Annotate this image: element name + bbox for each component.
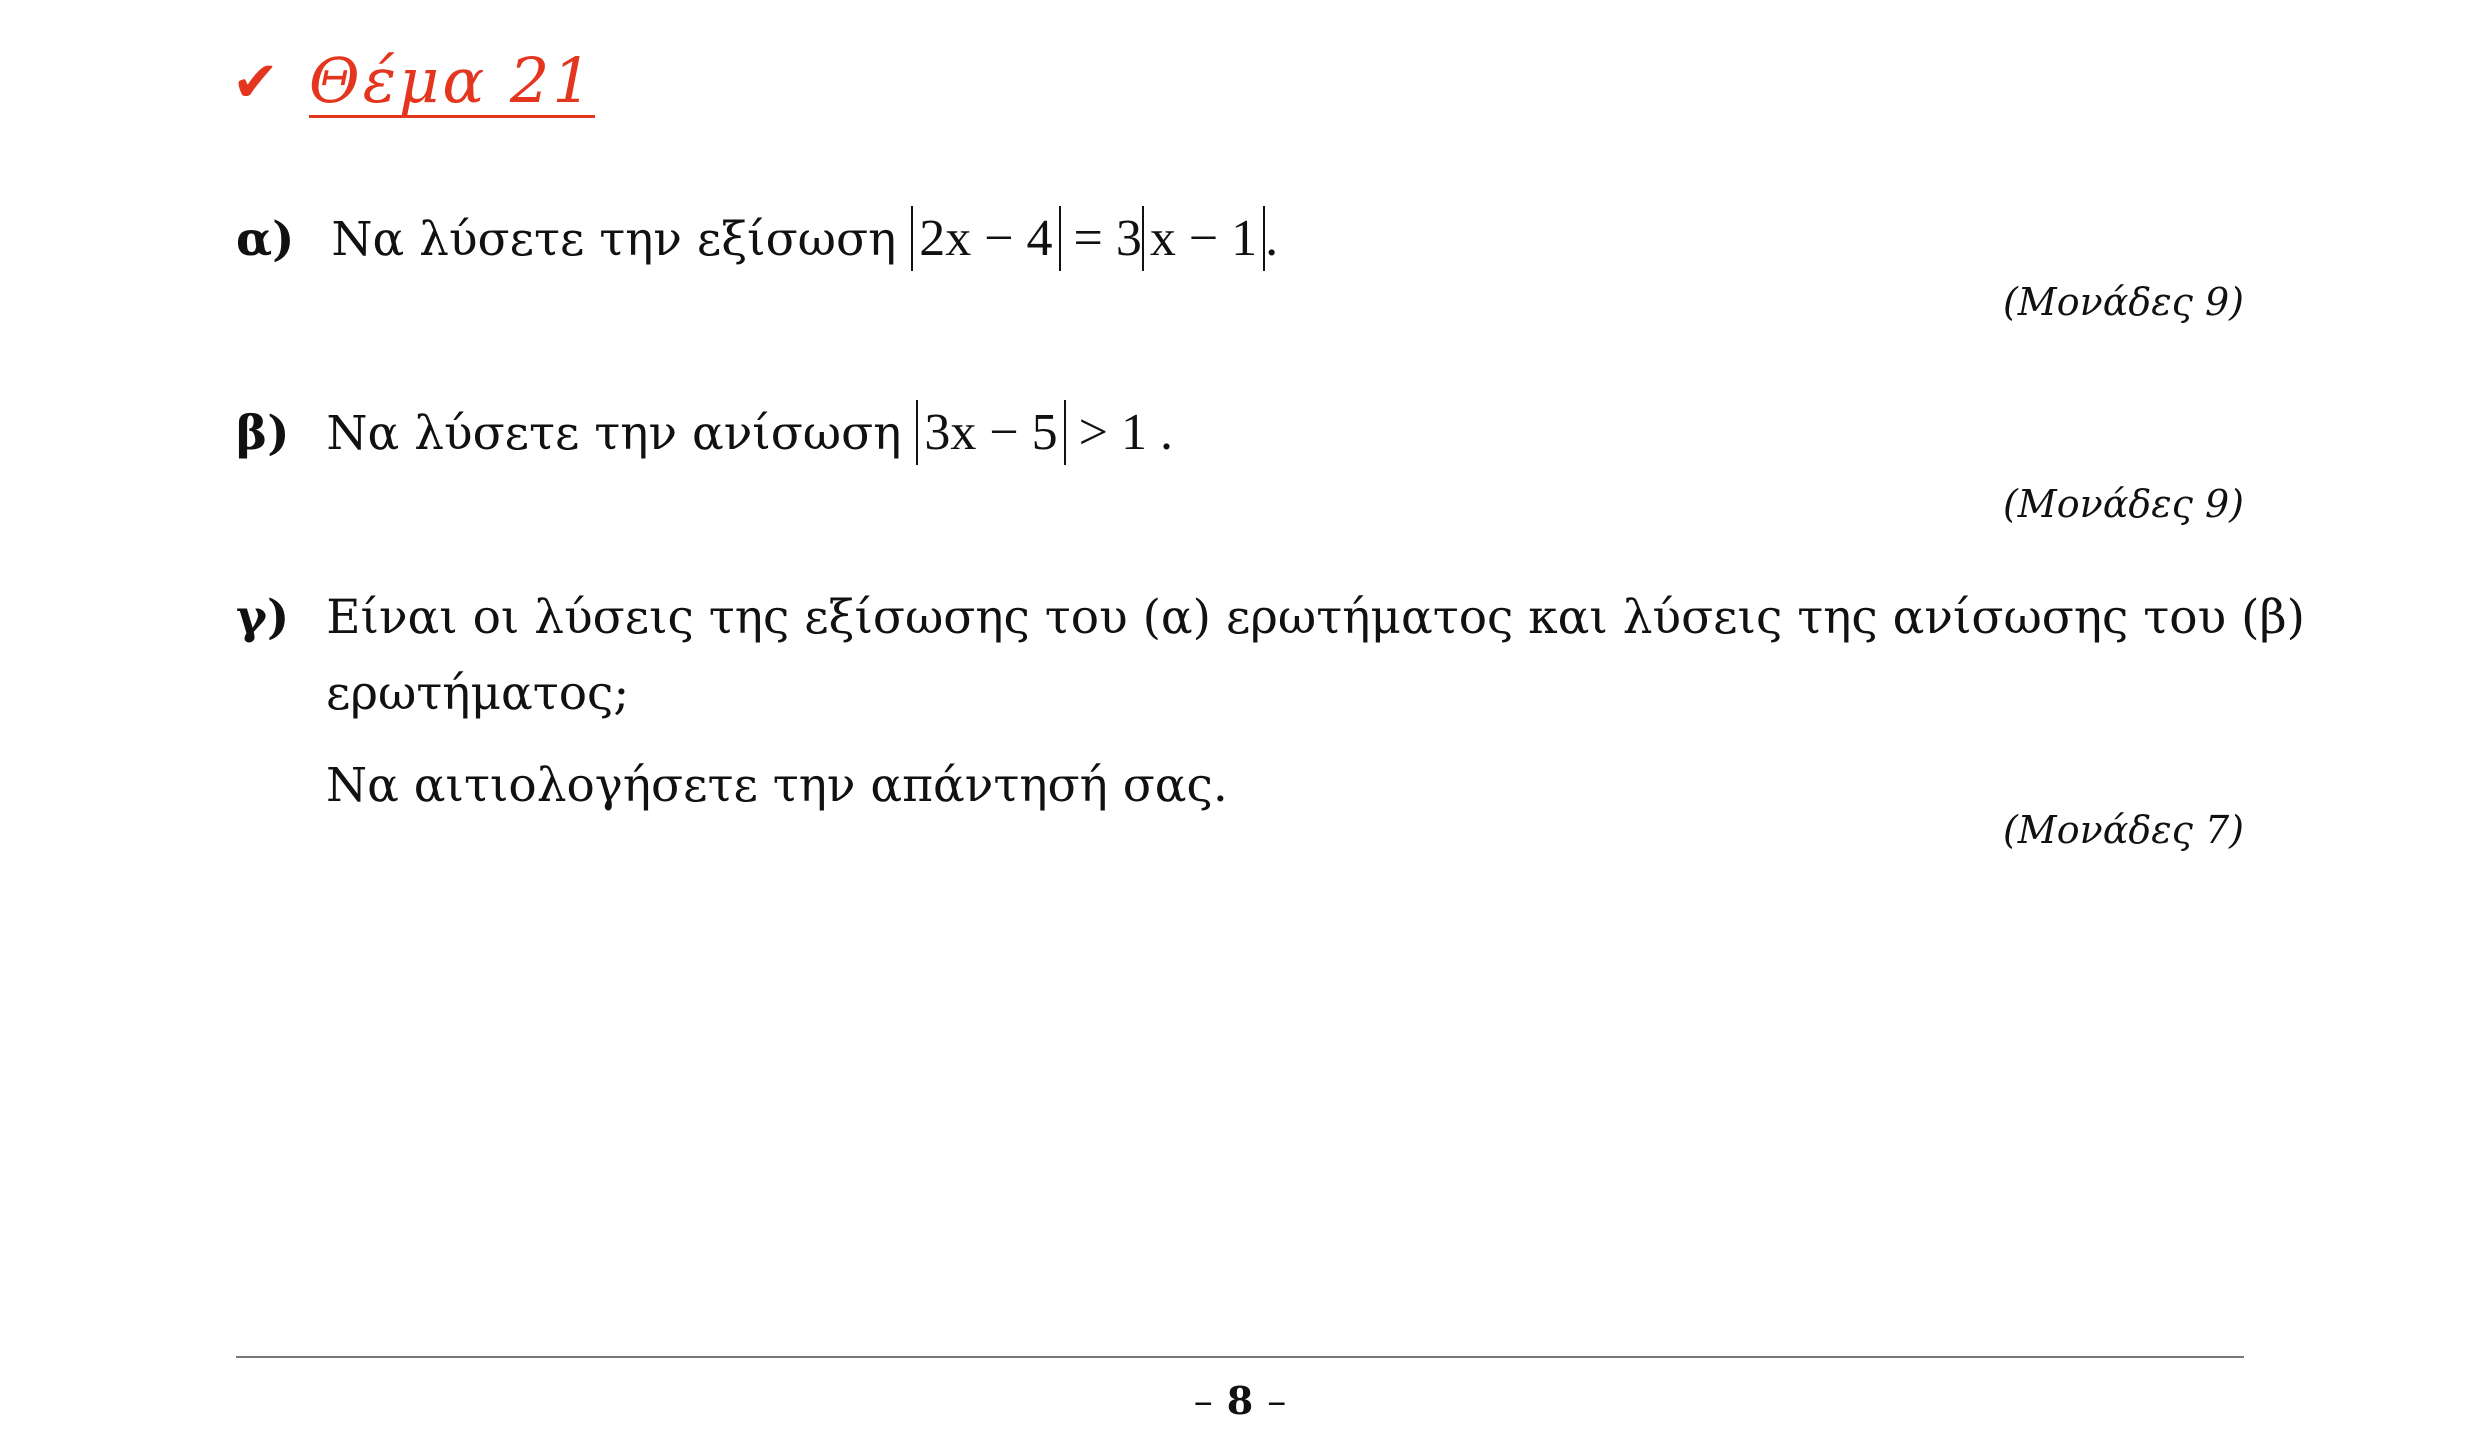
question-b-inequality: [916, 404, 1173, 461]
question-a-equation: [911, 210, 1278, 267]
question-c-line1: Είναι οι λύσεις της εξίσωσης του (α) ερωτήματος και λύσεις της ανίσωσης του (β): [326, 590, 2305, 645]
page-dash-left: –: [1193, 1379, 1213, 1423]
question-b: [236, 400, 1173, 465]
question-a-points: (Μονάδες 9): [2002, 280, 2244, 324]
equation-end: .: [1265, 210, 1279, 267]
question-b-points: (Μονάδες 9): [2002, 482, 2244, 526]
abs-expression-3: 3x − 5: [916, 400, 1065, 465]
question-a-text: Να λύσετε την εξίσωση: [331, 212, 897, 267]
question-c-points: (Μονάδες 7): [2002, 808, 2244, 852]
question-b-text: Να λύσετε την ανίσωση: [326, 406, 902, 461]
question-a: [236, 206, 1278, 271]
question-a-label: α): [236, 212, 295, 267]
abs-expression-2: x − 1: [1142, 206, 1265, 271]
topic-title-text: Θέμα 21: [308, 43, 595, 117]
page-dash-right: –: [1267, 1379, 1287, 1423]
page-number: [0, 1378, 2480, 1423]
check-mark-icon: ✔: [232, 50, 279, 115]
footer-divider: [236, 1356, 2244, 1358]
question-b-label: β): [236, 406, 290, 461]
abs-expression-1: 2x − 4: [911, 206, 1060, 271]
question-c-label: γ): [236, 590, 290, 645]
question-c: [236, 590, 2305, 646]
page-number-value: 8: [1226, 1378, 1254, 1423]
topic-title: [232, 38, 595, 128]
question-c-line2: ερωτήματος;: [326, 666, 630, 721]
inequality-rest: > 1 .: [1078, 404, 1173, 461]
equation-middle: = 3: [1073, 210, 1142, 267]
question-c-line3: Να αιτιολογήσετε την απάντησή σας.: [326, 758, 1228, 813]
